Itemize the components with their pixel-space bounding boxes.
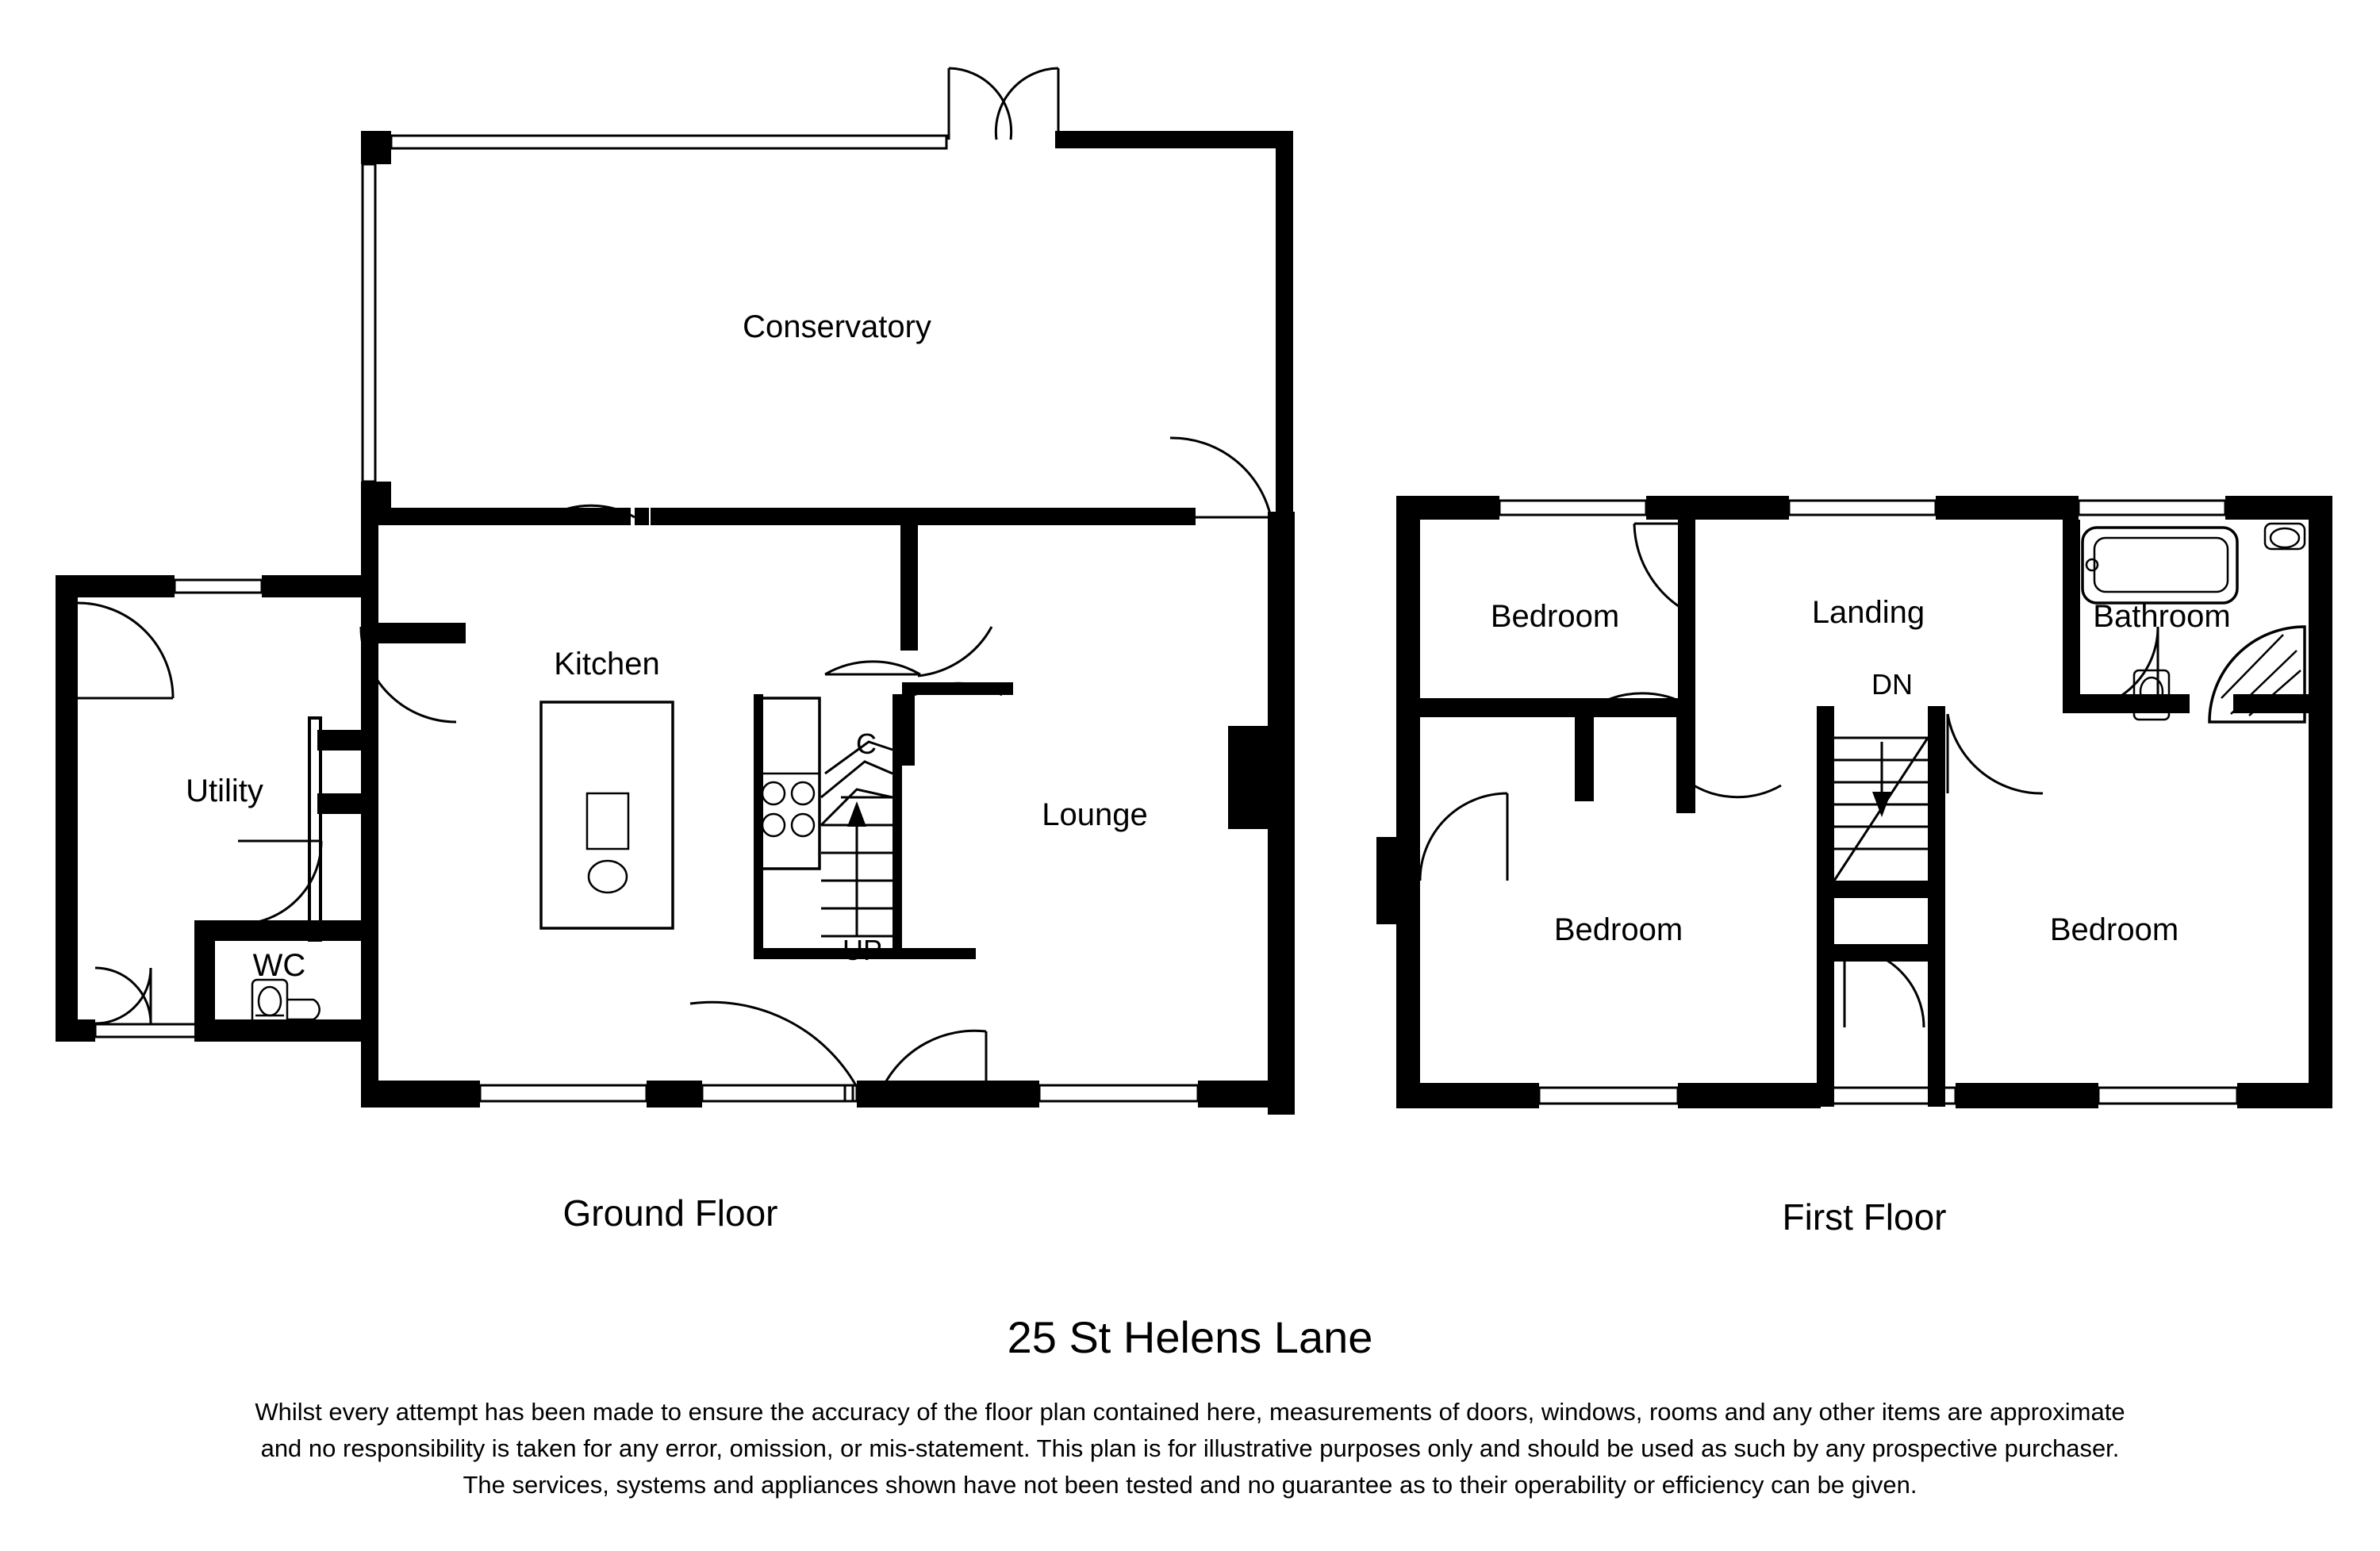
room-label-kitchen: Kitchen	[554, 647, 660, 681]
room-label-cupboard: C	[856, 728, 877, 760]
ground-floor-title: Ground Floor	[562, 1192, 778, 1234]
first-outer-walls	[1376, 496, 2332, 1108]
first-stairs	[1834, 738, 1928, 881]
stairs-up-label: UP	[842, 934, 883, 966]
ground-internal-walls	[361, 508, 1196, 651]
room-label-conservatory: Conservatory	[743, 309, 931, 344]
front-door	[690, 1002, 986, 1087]
disclaimer-line-3: The services, systems and appliances shown have not been tested and no guarantee as to their operability or efficiency can be given.	[463, 1471, 1917, 1499]
conservatory-lounge-door	[1170, 438, 1271, 517]
disclaimer-line-2: and no responsibility is taken for any error, omission, or mis-statement. This plan is for illustrative purposes only and should be used as such by any prospective purchaser.	[260, 1434, 2120, 1462]
ground-floor-plan	[56, 68, 1295, 1234]
page-title: 25 St Helens Lane	[1007, 1312, 1373, 1362]
room-label-landing: Landing	[1811, 595, 1925, 630]
room-label-lounge: Lounge	[1042, 797, 1148, 832]
room-label-utility: Utility	[186, 774, 263, 808]
utility-door	[78, 603, 173, 698]
ground-outer-walls	[361, 512, 1295, 1115]
kitchen-counter	[758, 698, 820, 869]
conservatory-door	[949, 68, 1058, 140]
room-label-bathroom: Bathroom	[2093, 599, 2231, 634]
room-label-bedroom-2: Bedroom	[1553, 912, 1683, 947]
first-floor-title: First Floor	[1782, 1196, 1947, 1238]
room-label-bedroom-1: Bedroom	[1490, 599, 1620, 634]
utility-rear-door	[95, 968, 151, 1023]
room-label-bedroom-3: Bedroom	[2049, 912, 2179, 947]
first-floor-plan	[1376, 496, 2332, 1238]
cupboard-walls	[902, 682, 1013, 766]
disclaimer-line-1: Whilst every attempt has been made to ensure the accuracy of the floor plan contained here, measurements of doors, windows, rooms and any other items are approximate	[255, 1398, 2125, 1426]
room-label-wc: WC	[252, 948, 306, 983]
kitchen-island	[541, 702, 673, 928]
stairs-down-label: DN	[1871, 668, 1913, 701]
